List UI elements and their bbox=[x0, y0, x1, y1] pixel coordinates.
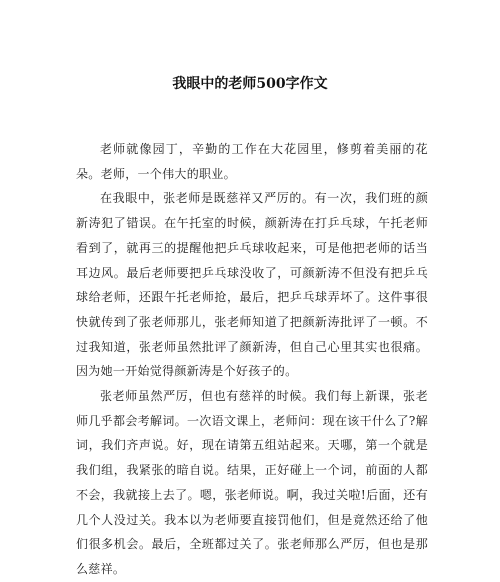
document-body bbox=[76, 137, 428, 582]
paragraph-1: 老师就像园丁，辛勤的工作在大花园里，修剪着美丽的花朵。老师，一个伟大的职业。 bbox=[76, 142, 428, 181]
document-title: 我眼中的老师500字作文 bbox=[172, 76, 328, 92]
paragraph-2: 在我眼中，张老师是既慈祥又严厉的。有一次，我们班的颜新涛犯了错误。在午托室的时候，颜新涛在打乒乓球，午托老师看到了，就再三的提醒他把乒乓球收起来，可是他把老师的话当耳边风。最后老师要把乒乓球没收了，可颜新涛不但没有把乒乓球给老师，还跟午托老师抢，最后，把乒乓球弄坏了。这件事很快就传到了张老师那儿，张老师知道了把颜新涛批评了一顿。不过我知道，张老师虽然批评了颜新涛，但自己心里其实也很痛。因为她一开始觉得颜新涛是个好孩子的。 bbox=[76, 191, 428, 379]
paragraph-3: 张老师虽然严厉，但也有慈祥的时候。我们每上新课，张老师几乎都会考解词。一次语文课上，老师问：现在该干什么了?解词，我们齐声说。好，现在请第五组站起来。天哪，第一个就是我们组，我紧张的暗自说。结果，正好碰上一个词，前面的人都不会，我就接上去了。嗯，张老师说。啊，我过关啦!后面，还有几个人没过关。我本以为老师要直接罚他们，但是竟然还给了他们很多机会。最后，全班都过关了。张老师那么严厉，但也是那么慈祥。 bbox=[76, 389, 428, 576]
